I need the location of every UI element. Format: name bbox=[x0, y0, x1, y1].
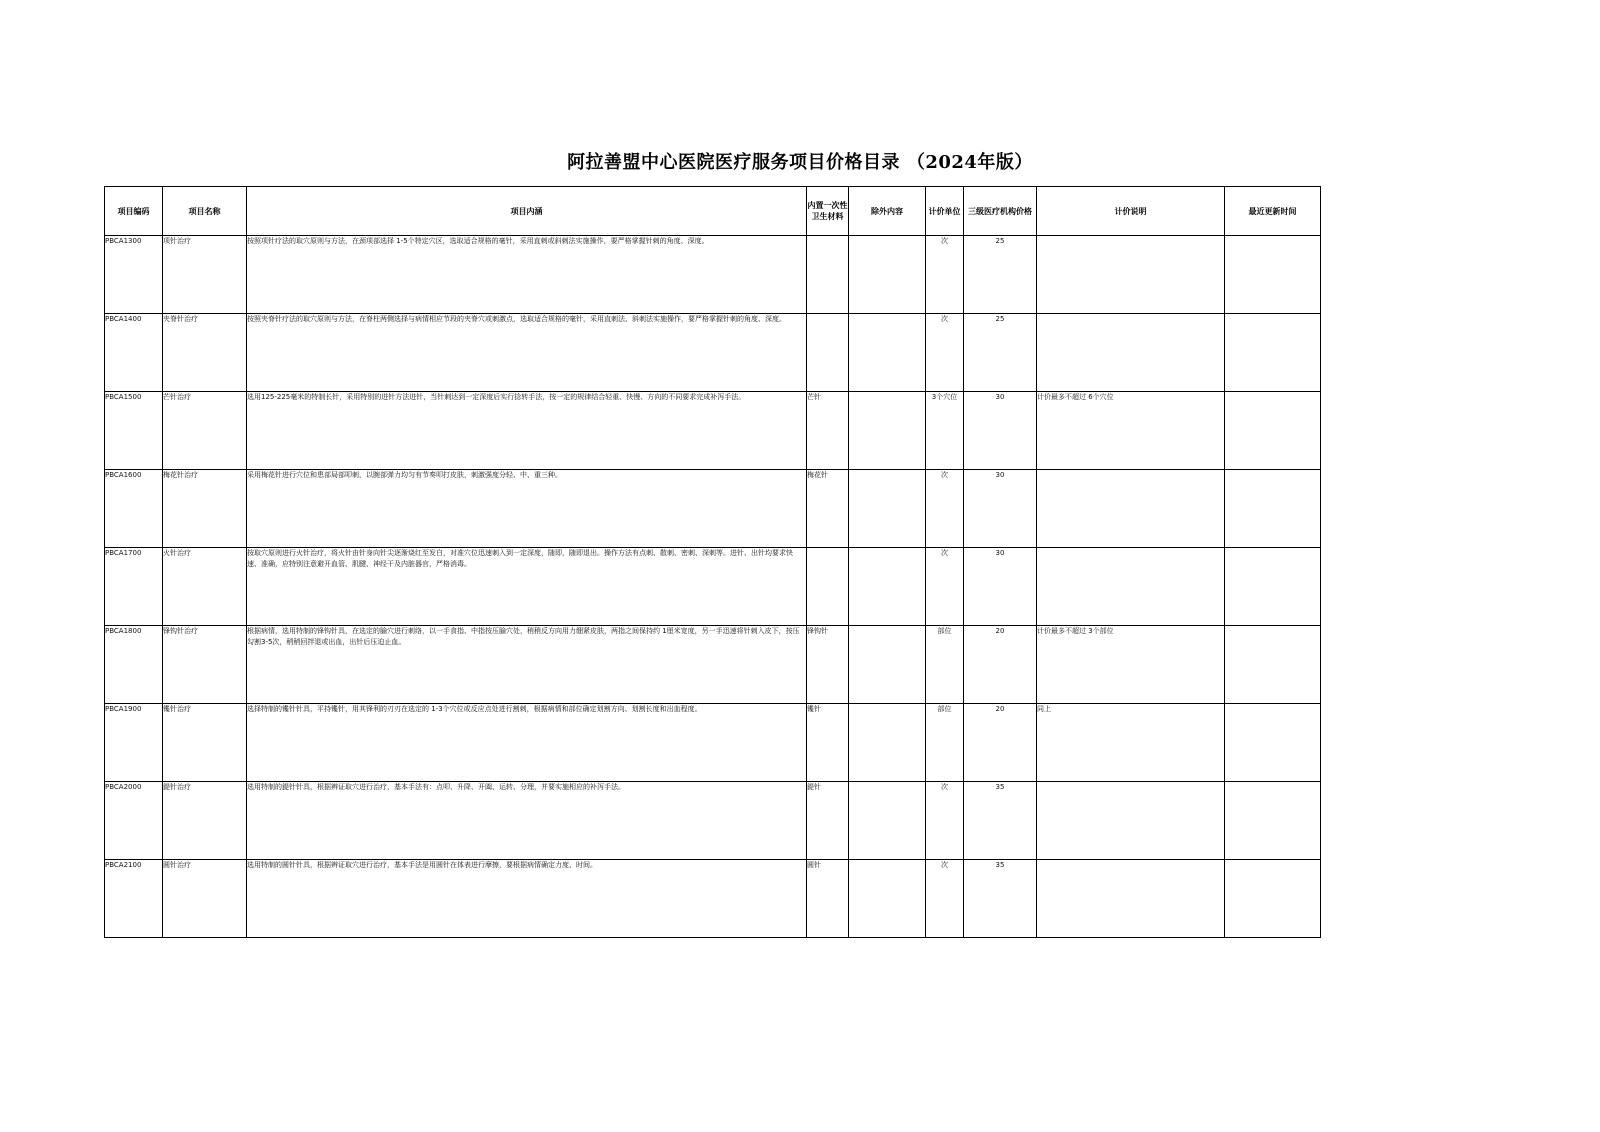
item-material: 圆针 bbox=[807, 860, 849, 938]
item-name: 鍉针治疗 bbox=[163, 782, 247, 860]
item-note bbox=[1037, 314, 1225, 392]
table-row bbox=[105, 704, 1321, 782]
header-name: 项目名称 bbox=[163, 187, 247, 236]
item-content: 选用特制的鍉针针具，根据辨证取穴进行治疗，基本手法有：点叩、升降、开阖、运转、分理，并要实施相应的补泻手法。 bbox=[247, 782, 807, 860]
item-excluded bbox=[849, 860, 926, 938]
header-content: 项目内涵 bbox=[247, 187, 807, 236]
item-excluded bbox=[849, 782, 926, 860]
table-row bbox=[105, 782, 1321, 860]
table-row bbox=[105, 626, 1321, 704]
item-updated bbox=[1225, 392, 1321, 470]
item-price: 30 bbox=[964, 548, 1037, 626]
header-row bbox=[105, 187, 1321, 236]
item-updated bbox=[1225, 782, 1321, 860]
item-material bbox=[807, 314, 849, 392]
item-content: 按照项针疗法的取穴原则与方法，在颈项部选择 1-5个特定穴区，选取适合规格的毫针，采用直刺或斜刺法实施操作，要严格掌握针刺的角度、深度。 bbox=[247, 236, 807, 314]
item-unit: 3个穴位 bbox=[926, 392, 964, 470]
item-unit: 次 bbox=[926, 860, 964, 938]
item-content: 选用125-225毫米的特制长针，采用特别的进针方法进针，当针刺达到一定深度后实行捻转手法，按一定的规律结合轻重、快慢、方向的不同要求完成补泻手法。 bbox=[247, 392, 807, 470]
header-code: 项目编码 bbox=[105, 187, 163, 236]
header-excluded: 除外内容 bbox=[849, 187, 926, 236]
item-note bbox=[1037, 860, 1225, 938]
item-excluded bbox=[849, 470, 926, 548]
item-price: 35 bbox=[964, 860, 1037, 938]
item-name: 芒针治疗 bbox=[163, 392, 247, 470]
item-price: 20 bbox=[964, 704, 1037, 782]
item-material: 芒针 bbox=[807, 392, 849, 470]
item-updated bbox=[1225, 236, 1321, 314]
header-note: 计价说明 bbox=[1037, 187, 1225, 236]
item-unit: 次 bbox=[926, 236, 964, 314]
header-price: 三级医疗机构价格 bbox=[964, 187, 1037, 236]
item-excluded bbox=[849, 548, 926, 626]
item-code: PBCA1400 bbox=[105, 314, 163, 392]
item-price: 30 bbox=[964, 392, 1037, 470]
item-material: 鍉针 bbox=[807, 782, 849, 860]
table-row bbox=[105, 470, 1321, 548]
item-note: 计价最多不超过 6个穴位 bbox=[1037, 392, 1225, 470]
item-price: 20 bbox=[964, 626, 1037, 704]
item-material: 锋钩针 bbox=[807, 626, 849, 704]
item-updated bbox=[1225, 314, 1321, 392]
item-name: 梅花针治疗 bbox=[163, 470, 247, 548]
item-unit: 部位 bbox=[926, 704, 964, 782]
item-content: 选择特制的镵针针具，平持镵针，用其锋利的刃刃在选定的 1-3个穴位或反应点处进行割刺，根据病情和部位确定划割方向、划割长度和出血程度。 bbox=[247, 704, 807, 782]
item-price: 25 bbox=[964, 314, 1037, 392]
item-excluded bbox=[849, 314, 926, 392]
table-row bbox=[105, 392, 1321, 470]
item-updated bbox=[1225, 860, 1321, 938]
item-code: PBCA1800 bbox=[105, 626, 163, 704]
table-row bbox=[105, 236, 1321, 314]
item-code: PBCA2000 bbox=[105, 782, 163, 860]
item-content: 按取穴原则进行火针治疗，将火针由针身向针尖逐渐烧红至发白，对准穴位迅速刺入到一定深度，随即，随即退出。操作方法有点刺、散刺、密刺、深刺等。进针、出针均要求快速、准确，应特别注意避开血管、肌腱、神经干及内脏器官，严格消毒。 bbox=[247, 548, 807, 626]
item-unit: 部位 bbox=[926, 626, 964, 704]
item-updated bbox=[1225, 548, 1321, 626]
item-material bbox=[807, 548, 849, 626]
item-note bbox=[1037, 782, 1225, 860]
item-excluded bbox=[849, 626, 926, 704]
item-name: 火针治疗 bbox=[163, 548, 247, 626]
header-updated: 最近更新时间 bbox=[1225, 187, 1321, 236]
item-price: 30 bbox=[964, 470, 1037, 548]
item-code: PBCA1500 bbox=[105, 392, 163, 470]
item-unit: 次 bbox=[926, 470, 964, 548]
item-excluded bbox=[849, 236, 926, 314]
item-note bbox=[1037, 236, 1225, 314]
item-price: 25 bbox=[964, 236, 1037, 314]
item-code: PBCA1900 bbox=[105, 704, 163, 782]
header-unit: 计价单位 bbox=[926, 187, 964, 236]
item-code: PBCA2100 bbox=[105, 860, 163, 938]
item-name: 镵针治疗 bbox=[163, 704, 247, 782]
item-price: 35 bbox=[964, 782, 1037, 860]
item-unit: 次 bbox=[926, 314, 964, 392]
item-name: 夹脊针治疗 bbox=[163, 314, 247, 392]
item-unit: 次 bbox=[926, 548, 964, 626]
item-updated bbox=[1225, 470, 1321, 548]
item-content: 按照夹脊针疗法的取穴原则与方法，在脊柱两侧选择与病情相应节段的夹脊穴或刺激点，选取适合规格的毫针，采用直刺法、斜刺法实施操作，要严格掌握针刺的角度、深度。 bbox=[247, 314, 807, 392]
item-note bbox=[1037, 548, 1225, 626]
item-updated bbox=[1225, 704, 1321, 782]
item-material bbox=[807, 236, 849, 314]
item-excluded bbox=[849, 392, 926, 470]
item-content: 采用梅花针进行穴位和患部局部叩刺，以腕部弹力均匀有节奏叩打皮肤，刺激强度分轻、中、重三种。 bbox=[247, 470, 807, 548]
table-row bbox=[105, 548, 1321, 626]
item-content: 根据病情，选用特制的锋钩针具，在选定的腧穴进行刺络，以一手食指、中指按压腧穴处，稍稍反方向用力绷紧皮肤，两指之间保持约 1厘米宽度，另一手迅速将针刺入皮下，按压勾割3-5次，稍稍回拌退或出血，出针后压迫止血。 bbox=[247, 626, 807, 704]
page-title: 阿拉善盟中心医院医疗服务项目价格目录 （2024年版） bbox=[567, 152, 1033, 173]
item-excluded bbox=[849, 704, 926, 782]
item-note: 计价最多不超过 3个部位 bbox=[1037, 626, 1225, 704]
item-name: 锋钩针治疗 bbox=[163, 626, 247, 704]
item-code: PBCA1300 bbox=[105, 236, 163, 314]
item-content: 选用特制的圆针针具，根据辨证取穴进行治疗，基本手法是用圆针在体表进行摩擦，要根据病情确定力度、时间。 bbox=[247, 860, 807, 938]
item-note: 同上 bbox=[1037, 704, 1225, 782]
table-row bbox=[105, 860, 1321, 938]
item-name: 项针治疗 bbox=[163, 236, 247, 314]
header-material: 内置一次性卫生材料 bbox=[807, 187, 849, 236]
item-material: 镵针 bbox=[807, 704, 849, 782]
item-code: PBCA1700 bbox=[105, 548, 163, 626]
price-catalog-table bbox=[104, 186, 1321, 938]
table-row bbox=[105, 314, 1321, 392]
item-material: 梅花针 bbox=[807, 470, 849, 548]
item-note bbox=[1037, 470, 1225, 548]
item-name: 圆针治疗 bbox=[163, 860, 247, 938]
item-unit: 次 bbox=[926, 782, 964, 860]
item-updated bbox=[1225, 626, 1321, 704]
item-code: PBCA1600 bbox=[105, 470, 163, 548]
